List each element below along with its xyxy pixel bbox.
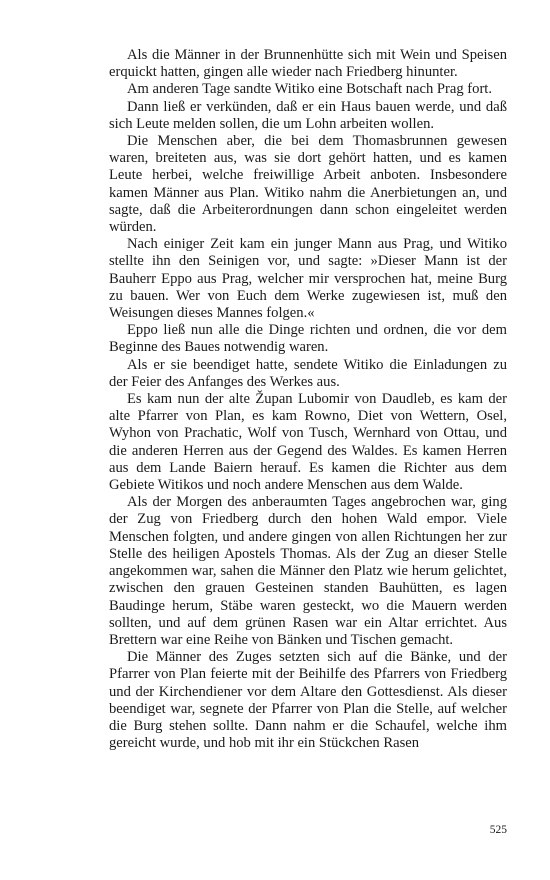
paragraph: Nach einiger Zeit kam ein junger Mann aus Prag, und Witiko stellte ihn den Seinigen vor, und sagte: »Dieser Mann ist der Bauherr Eppo aus Prag, welcher mir versprochen hat, meine Burg zu bauen. Wer von Euch dem Werke zugewiesen ist, muß den Weisungen dieses Mannes folgen.« <box>109 236 507 322</box>
paragraph: Eppo ließ nun alle die Dinge richten und ordnen, die vor dem Beginne des Baues notwendig waren. <box>109 322 507 356</box>
book-page-text <box>109 47 507 752</box>
paragraph: Als er sie beendiget hatte, sendete Witiko die Einladungen zu der Feier des Anfanges des Werkes aus. <box>109 356 507 390</box>
paragraph: Als der Morgen des anberaumten Tages angebrochen war, ging der Zug von Friedberg durch den hohen Wald empor. Viele Menschen folgten, und andere gingen von allen Richtungen her zur Stelle des heiligen Apostels Thomas. Als der Zug an dieser Stelle angekommen war, sahen die Männer den Platz wie herum gelichtet, zwischen den grauen Gesteinen standen Bauhütten, es lagen Baudinge herum, Stäbe waren gesteckt, wo die Mauern werden sollten, und auf dem grünen Rasen war ein Altar errichtet. Aus Brettern war eine Reihe von Bänken und Tischen gemacht. <box>109 494 507 648</box>
page-number: 525 <box>489 824 507 836</box>
paragraph: Am anderen Tage sandte Witiko eine Botschaft nach Prag fort. <box>127 81 493 98</box>
paragraph: Als die Männer in der Brunnenhütte sich mit Wein und Speisen erquickt hatten, gingen alle wieder nach Friedberg hinunter. <box>109 47 507 81</box>
paragraph: Dann ließ er verkünden, daß er ein Haus bauen werde, und daß sich Leute melden sollen, die um Lohn arbeiten wollen. <box>109 98 507 132</box>
paragraph: Die Menschen aber, die bei dem Thomasbrunnen gewesen waren, breiteten aus, was sie dort gehört hatten, und es kamen Leute herbei, welche freiwillige Arbeit anboten. Insbesondere kamen Männer aus Plan. Witiko nahm die Anerbietungen an, und sagte, daß die Arbeiterordnungen dann schon eingeleitet werden würden. <box>109 133 507 236</box>
paragraph: Die Männer des Zuges setzten sich auf die Bänke, und der Pfarrer von Plan feierte mit der Beihilfe des Pfarrers von Friedberg und der Kirchendiener vor dem Altare den Gottesdienst. Als dieser beendiget war, segnete der Pfarrer von Plan die Stelle, auf welcher die Burg stehen sollte. Dann nahm er die Schaufel, welche ihm gereicht wurde, und hob mit ihr ein Stückchen Rasen <box>109 649 507 752</box>
paragraph: Es kam nun der alte Župan Lubomir von Daudleb, es kam der alte Pfarrer von Plan, es kam Rowno, Diet von Wettern, Osel, Wyhon von Prachatic, Wolf von Tusch, Wernhard von Ottau, und die anderen Herren aus der Gegend des Waldes. Es kamen Herren aus dem Lande Baiern herauf. Es kamen die Richter aus dem Gebiete Witikos und noch andere Menschen aus dem Walde. <box>109 391 507 494</box>
